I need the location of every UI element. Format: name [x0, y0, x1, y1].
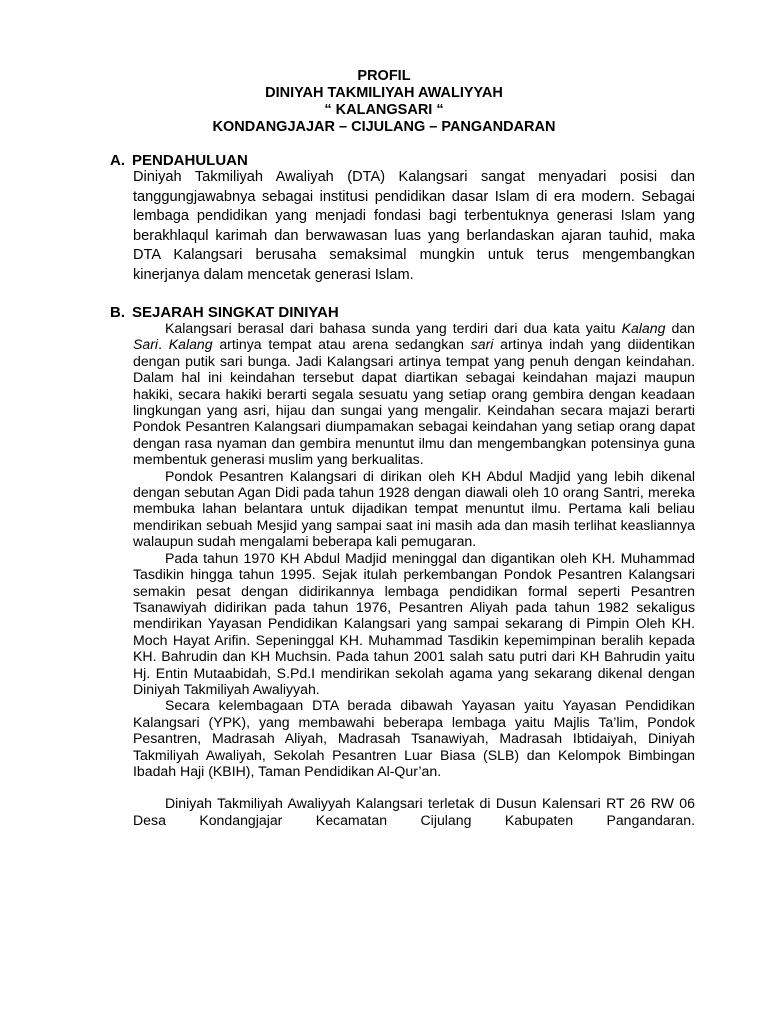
section-b-title: SEJARAH SINGKAT DINIYAH [132, 304, 339, 321]
section-b-body [133, 320, 695, 828]
p1-text-2: dan [665, 320, 696, 336]
p1-text-3: . [158, 336, 169, 353]
document-header [0, 68, 768, 136]
p1-italic-kalang: Kalang [621, 320, 666, 336]
header-kalangsari: “ KALANGSARI “ [324, 102, 444, 118]
section-a-body [133, 168, 695, 286]
section-b-paragraph-2: Pondok Pesantren Kalangsari di dirikan oleh KH Abdul Madjid yang lebih dikenal dengan sebutan Agan Didi pada tahun 1928 dengan diawali oleh 10 orang Santri, mereka membuka lahan belantara untuk dijadikan tempat menuntut ilmu. Pertama kali beliau mendirikan sebuah Mesjid yang sampai saat ini masih ada dan masih terlihat keasliannya walaupun sudah mengalami beberapa kali pemugaran. [133, 467, 695, 550]
section-b-paragraph-1 [133, 320, 695, 468]
p1-text-4: artinya tempat atau arena sedangkan [212, 336, 471, 353]
section-a-title: PENDAHULUAN [132, 152, 248, 169]
p1-text-1: Kalangsari berasal dari bahasa sunda yang terdiri dari dua kata yaitu [165, 320, 622, 336]
section-a-paragraph: Diniyah Takmiliyah Awaliyah (DTA) Kalangsari sangat menyadari posisi dan tanggungjawabnya sebagai institusi pendidikan dasar Islam di era modern. Sebagai lembaga pendidikan yang menjadi fondasi bagi terbentuknya generasi Islam yang berakhlaqul karimah dan berwawasan luas yang berlandaskan ajaran tauhid, maka DTA Kalangsari berusaha semaksimal mungkin untuk terus mengembangkan kinerjanya dalam mencetak generasi Islam. [133, 169, 695, 283]
header-institution-name: DINIYAH TAKMILIYAH AWALIYYAH [265, 85, 503, 101]
header-location: KONDANGJAJAR – CIJULANG – PANGANDARAN [212, 119, 556, 135]
section-b-letter: B. [110, 304, 125, 321]
p1-text-5: artinya indah yang diidentikan dengan putik sari bunga. Jadi Kalangsari artinya tempat yang penuh dengan keindahan. Dalam hal ini keindahan tersebut dapat diartikan sebagai keindahan majazi maupun hakiki, secara hakiki berarti segala sesuatu yang setiap orang gembira dengan keadaan lingkungan yang asri, hijau dan sungai yang mengalir. Keindahan secara majazi berarti Pondok Pesantren Kalangsari diumpamakan sebagai keindahan yang setiap orang dapat dengan rasa nyaman dan gembira menuntut ilmu dan mengembangkan potensinya guna membentuk generasi muslim yang berkualitas. [133, 336, 695, 468]
section-b-paragraph-5: Diniyah Takmiliyah Awaliyyah Kalangsari terletak di Dusun Kalensari RT 26 RW 06 Desa Kondangjajar Kecamatan Cijulang Kabupaten Pangandaran. [133, 795, 695, 828]
section-b-paragraph-3: Pada tahun 1970 KH Abdul Madjid meninggal dan digantikan oleh KH. Muhammad Tasdikin hingga tahun 1995. Sejak itulah perkembangan Pondok Pesantren Kalangsari semakin pesat dengan didirikannya lembaga pendidikan formal seperti Pesantren Tsanawiyah didirikan pada tahun 1976, Pesantren Aliyah pada tahun 1982 sekaligus mendirikan Yayasan Pendidikan Kalangsari yang sampai sekarang di Pimpin Oleh KH. Moch Hayat Arifin. Sepeninggal KH. Muhammad Tasdikin kepemimpinan beralih kepada KH. Bahrudin dan KH Muchsin. Pada tahun 2001 salah satu putri dari KH Bahrudin yaitu Hj. Entin Mutaabidah, S.Pd.I mendirikan sekolah agama yang sekarang dikenal dengan Diniyah Takmiliyah Awaliyyah. [133, 549, 695, 697]
section-b-paragraph-4: Secara kelembagaan DTA berada dibawah Yayasan yaitu Yayasan Pendidikan Kalangsari (YPK), yang membawahi beberapa lembaga yaitu Majlis Ta’lim, Pondok Pesantren, Madrasah Aliyah, Madrasah Tsanawiyah, Madrasah Ibtidaiyah, Diniyah Takmiliyah Awaliyah, Sekolah Pesantren Luar Biasa (SLB) dan Kelompok Bimbingan Ibadah Haji (KBIH), Taman Pendidikan Al-Qur’an. [133, 697, 695, 779]
p1-italic-kalang-2: Kalang [168, 336, 213, 353]
section-a-letter: A. [110, 152, 125, 169]
header-profil: PROFIL [357, 68, 411, 84]
p1-italic-sari: Sari [133, 336, 159, 353]
p1-italic-sari-2: sari [470, 336, 494, 353]
